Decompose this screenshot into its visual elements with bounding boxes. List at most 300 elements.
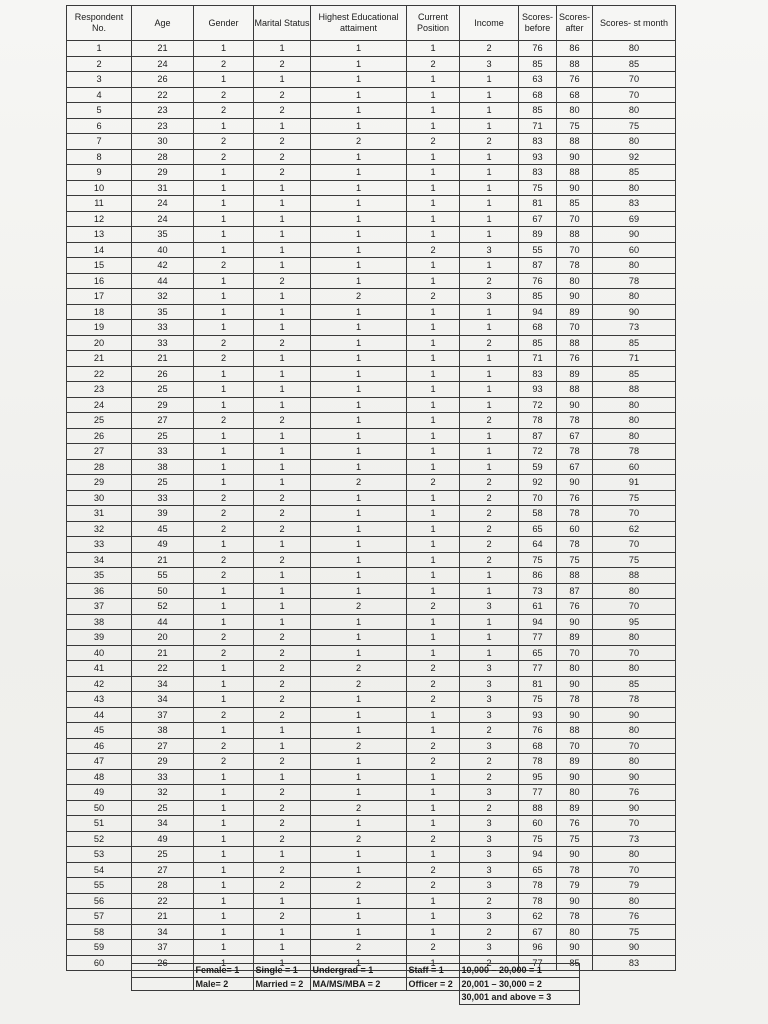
- table-cell: 1: [311, 723, 407, 739]
- table-cell: 52: [132, 599, 194, 615]
- table-cell: 76: [557, 490, 593, 506]
- table-cell: 90: [557, 180, 593, 196]
- table-cell: 81: [519, 676, 557, 692]
- table-cell: 1: [254, 118, 311, 134]
- table-cell: 2: [460, 521, 519, 537]
- table-cell: 80: [593, 723, 676, 739]
- table-cell: 83: [593, 955, 676, 971]
- table-cell: 3: [460, 816, 519, 832]
- table-cell: 76: [519, 723, 557, 739]
- table-cell: 49: [132, 537, 194, 553]
- table-cell: 2: [194, 521, 254, 537]
- table-cell: 2: [194, 335, 254, 351]
- table-cell: 1: [311, 630, 407, 646]
- table-cell: 1: [194, 847, 254, 863]
- table-cell: 67: [557, 459, 593, 475]
- table-cell: 91: [593, 475, 676, 491]
- table-row: [67, 165, 676, 181]
- table-cell: 13: [67, 227, 132, 243]
- table-cell: 11: [67, 196, 132, 212]
- table-cell: 2: [311, 134, 407, 150]
- table-cell: 1: [311, 397, 407, 413]
- table-cell: 70: [557, 211, 593, 227]
- table-cell: 70: [593, 645, 676, 661]
- table-cell: 83: [519, 366, 557, 382]
- table-cell: 2: [311, 475, 407, 491]
- table-row: [67, 893, 676, 909]
- table-cell: 1: [194, 242, 254, 258]
- table-cell: 1: [407, 41, 460, 57]
- table-cell: 1: [407, 769, 460, 785]
- table-cell: 2: [194, 630, 254, 646]
- table-cell: 1: [254, 196, 311, 212]
- table-cell: 23: [132, 118, 194, 134]
- table-row: [67, 862, 676, 878]
- table-cell: 44: [132, 273, 194, 289]
- table-cell: 85: [593, 56, 676, 72]
- table-cell: 2: [254, 103, 311, 119]
- table-cell: 15: [67, 258, 132, 274]
- table-cell: 90: [557, 676, 593, 692]
- table-cell: 83: [519, 165, 557, 181]
- table-cell: 90: [557, 475, 593, 491]
- table-row: [67, 273, 676, 289]
- table-cell: 94: [519, 614, 557, 630]
- table-cell: 1: [407, 521, 460, 537]
- table-cell: 1: [311, 862, 407, 878]
- table-cell: 88: [557, 227, 593, 243]
- table-row: [67, 56, 676, 72]
- table-row: [67, 785, 676, 801]
- table-cell: 1: [194, 599, 254, 615]
- table-cell: 1: [460, 568, 519, 584]
- table-cell: 2: [254, 56, 311, 72]
- table-row: [67, 614, 676, 630]
- table-cell: 1: [311, 165, 407, 181]
- table-cell: 1: [194, 692, 254, 708]
- table-cell: 2: [407, 475, 460, 491]
- header-scores-after: Scores-after: [557, 6, 593, 41]
- table-cell: 80: [593, 180, 676, 196]
- table-row: [67, 568, 676, 584]
- table-cell: 1: [311, 320, 407, 336]
- table-row: [67, 149, 676, 165]
- table-cell: 1: [407, 335, 460, 351]
- table-cell: 60: [593, 242, 676, 258]
- table-cell: 1: [407, 165, 460, 181]
- table-cell: 25: [132, 800, 194, 816]
- table-cell: 2: [194, 645, 254, 661]
- table-cell: 2: [254, 645, 311, 661]
- table-cell: 51: [67, 816, 132, 832]
- table-cell: 72: [519, 444, 557, 460]
- table-cell: 1: [311, 847, 407, 863]
- table-cell: 34: [132, 676, 194, 692]
- table-cell: 80: [557, 273, 593, 289]
- table-cell: 80: [593, 893, 676, 909]
- table-cell: 90: [557, 707, 593, 723]
- table-row: [67, 909, 676, 925]
- table-cell: 42: [67, 676, 132, 692]
- table-cell: 78: [557, 537, 593, 553]
- table-cell: 1: [194, 227, 254, 243]
- table-cell: 1: [254, 847, 311, 863]
- table-cell: 1: [311, 118, 407, 134]
- table-cell: 18: [67, 304, 132, 320]
- table-row: [67, 444, 676, 460]
- table-cell: 1: [407, 924, 460, 940]
- table-cell: 3: [460, 878, 519, 894]
- table-cell: 1: [311, 242, 407, 258]
- table-cell: 2: [194, 413, 254, 429]
- table-cell: 1: [311, 366, 407, 382]
- table-cell: 65: [519, 862, 557, 878]
- table-cell: 96: [519, 940, 557, 956]
- table-cell: 1: [311, 568, 407, 584]
- table-cell: 1: [407, 444, 460, 460]
- table-row: [67, 630, 676, 646]
- table-cell: 3: [460, 785, 519, 801]
- table-cell: 88: [593, 568, 676, 584]
- table-cell: 2: [254, 831, 311, 847]
- table-cell: 1: [311, 754, 407, 770]
- table-cell: 22: [132, 661, 194, 677]
- header-current-position: Current Position: [407, 6, 460, 41]
- table-cell: 88: [557, 568, 593, 584]
- table-cell: 1: [407, 614, 460, 630]
- table-cell: 88: [593, 382, 676, 398]
- table-cell: 26: [132, 955, 194, 971]
- table-cell: 1: [407, 180, 460, 196]
- table-cell: 1: [194, 583, 254, 599]
- table-cell: 1: [194, 320, 254, 336]
- table-cell: 1: [311, 304, 407, 320]
- table-cell: 22: [132, 893, 194, 909]
- table-cell: 2: [194, 552, 254, 568]
- table-cell: 1: [254, 304, 311, 320]
- table-cell: 37: [132, 707, 194, 723]
- table-cell: 2: [254, 521, 311, 537]
- table-cell: 1: [311, 382, 407, 398]
- table-cell: 1: [254, 893, 311, 909]
- respondent-table: [66, 5, 676, 971]
- table-row: [67, 397, 676, 413]
- table-cell: 1: [311, 227, 407, 243]
- header-income: Income: [460, 6, 519, 41]
- table-cell: 1: [254, 537, 311, 553]
- legend-income-low: 10,000 – 20,000 = 1: [459, 964, 579, 978]
- table-cell: 2: [194, 506, 254, 522]
- table-cell: 1: [311, 769, 407, 785]
- table-cell: 1: [407, 366, 460, 382]
- table-cell: 2: [407, 661, 460, 677]
- table-cell: 80: [593, 847, 676, 863]
- table-cell: 1: [460, 382, 519, 398]
- table-cell: 1: [311, 506, 407, 522]
- table-cell: 1: [194, 180, 254, 196]
- table-cell: 68: [519, 738, 557, 754]
- legend-marital-married: Married = 2: [253, 977, 310, 991]
- table-cell: 2: [407, 134, 460, 150]
- table-cell: 1: [194, 940, 254, 956]
- table-cell: 1: [311, 816, 407, 832]
- table-cell: 85: [557, 955, 593, 971]
- table-cell: 22: [132, 87, 194, 103]
- table-row: [67, 428, 676, 444]
- table-cell: 29: [132, 397, 194, 413]
- table-cell: 88: [557, 56, 593, 72]
- table-cell: 90: [557, 893, 593, 909]
- legend-marital-single: Single = 1: [253, 964, 310, 978]
- table-row: [67, 800, 676, 816]
- table-row: [67, 738, 676, 754]
- table-cell: 2: [254, 878, 311, 894]
- table-cell: 85: [593, 165, 676, 181]
- table-cell: 64: [519, 537, 557, 553]
- table-row: [67, 258, 676, 274]
- table-row: [67, 382, 676, 398]
- table-cell: 78: [557, 258, 593, 274]
- table-cell: 2: [460, 769, 519, 785]
- legend-gender-male: Male= 2: [193, 977, 253, 991]
- table-row: [67, 692, 676, 708]
- table-row: [67, 754, 676, 770]
- table-cell: 88: [557, 335, 593, 351]
- table-cell: 76: [557, 599, 593, 615]
- table-cell: 1: [460, 304, 519, 320]
- table-cell: 1: [194, 475, 254, 491]
- table-cell: 75: [557, 118, 593, 134]
- header-scores-before: Scores-before: [519, 6, 557, 41]
- table-cell: 1: [407, 816, 460, 832]
- table-cell: 23: [67, 382, 132, 398]
- table-cell: 2: [254, 630, 311, 646]
- table-cell: 75: [519, 180, 557, 196]
- table-cell: 1: [407, 72, 460, 88]
- table-cell: 1: [254, 583, 311, 599]
- table-cell: 62: [593, 521, 676, 537]
- table-cell: 2: [407, 878, 460, 894]
- table-cell: 89: [519, 227, 557, 243]
- table-cell: 2: [194, 351, 254, 367]
- table-cell: 67: [519, 924, 557, 940]
- table-cell: 27: [132, 738, 194, 754]
- table-cell: 4: [67, 87, 132, 103]
- table-cell: 80: [593, 630, 676, 646]
- table-cell: 2: [194, 490, 254, 506]
- table-cell: 1: [407, 103, 460, 119]
- table-cell: 42: [132, 258, 194, 274]
- table-row: [67, 351, 676, 367]
- table-cell: 27: [132, 413, 194, 429]
- table-cell: 6: [67, 118, 132, 134]
- table-cell: 1: [460, 103, 519, 119]
- table-cell: 35: [132, 304, 194, 320]
- table-cell: 1: [194, 537, 254, 553]
- table-cell: 70: [557, 645, 593, 661]
- table-cell: 2: [311, 661, 407, 677]
- table-cell: 29: [67, 475, 132, 491]
- table-row: [67, 196, 676, 212]
- table-cell: 9: [67, 165, 132, 181]
- table-cell: 90: [557, 289, 593, 305]
- table-cell: 1: [254, 351, 311, 367]
- table-row: [67, 227, 676, 243]
- table-cell: 78: [519, 878, 557, 894]
- table-cell: 2: [254, 165, 311, 181]
- table-cell: 88: [557, 723, 593, 739]
- legend-income-high: 30,001 and above = 3: [459, 991, 579, 1005]
- table-cell: 56: [67, 893, 132, 909]
- table-row: [67, 87, 676, 103]
- table-cell: 1: [311, 459, 407, 475]
- table-cell: 3: [460, 676, 519, 692]
- table-cell: 68: [519, 320, 557, 336]
- table-cell: 2: [194, 754, 254, 770]
- table-cell: 93: [519, 382, 557, 398]
- table-cell: 2: [194, 738, 254, 754]
- table-cell: 60: [67, 955, 132, 971]
- table-cell: 1: [407, 459, 460, 475]
- table-cell: 50: [132, 583, 194, 599]
- table-cell: 2: [254, 552, 311, 568]
- table-cell: 2: [460, 955, 519, 971]
- table-cell: 1: [194, 769, 254, 785]
- table-cell: 29: [132, 165, 194, 181]
- table-cell: 2: [460, 924, 519, 940]
- table-cell: 76: [557, 816, 593, 832]
- table-cell: 2: [407, 738, 460, 754]
- table-cell: 2: [460, 335, 519, 351]
- table-cell: 2: [311, 599, 407, 615]
- legend-education-masters: MA/MS/MBA = 2: [310, 977, 406, 991]
- table-cell: 10: [67, 180, 132, 196]
- table-cell: 70: [557, 320, 593, 336]
- table-cell: 2: [311, 831, 407, 847]
- table-cell: 73: [593, 831, 676, 847]
- table-cell: 90: [593, 707, 676, 723]
- legend-gender-female: Female= 1: [193, 964, 253, 978]
- table-cell: 3: [460, 599, 519, 615]
- table-cell: 1: [460, 645, 519, 661]
- table-cell: 80: [593, 397, 676, 413]
- table-cell: 75: [519, 692, 557, 708]
- table-cell: 1: [460, 583, 519, 599]
- table-cell: 85: [519, 289, 557, 305]
- table-cell: 1: [254, 397, 311, 413]
- legend-row: [66, 964, 579, 978]
- table-cell: 81: [519, 196, 557, 212]
- table-cell: 70: [593, 738, 676, 754]
- table-cell: 1: [194, 459, 254, 475]
- table-cell: 45: [67, 723, 132, 739]
- table-cell: 1: [407, 490, 460, 506]
- table-cell: 1: [311, 428, 407, 444]
- table-cell: 1: [254, 769, 311, 785]
- table-cell: 77: [519, 785, 557, 801]
- table-cell: 1: [407, 351, 460, 367]
- table-cell: 2: [460, 893, 519, 909]
- table-cell: 88: [557, 134, 593, 150]
- table-cell: 1: [460, 180, 519, 196]
- table-cell: 61: [519, 599, 557, 615]
- table-cell: 1: [407, 955, 460, 971]
- table-row: [67, 583, 676, 599]
- table-cell: 79: [557, 878, 593, 894]
- table-cell: 94: [519, 304, 557, 320]
- table-cell: 80: [593, 754, 676, 770]
- table-cell: 2: [460, 506, 519, 522]
- table-cell: 1: [407, 211, 460, 227]
- table-cell: 2: [407, 289, 460, 305]
- table-cell: 63: [519, 72, 557, 88]
- table-cell: 1: [194, 723, 254, 739]
- table-cell: 79: [593, 878, 676, 894]
- table-cell: 75: [557, 552, 593, 568]
- table-cell: 95: [593, 614, 676, 630]
- table-row: [67, 723, 676, 739]
- table-cell: 2: [311, 676, 407, 692]
- table-cell: 1: [311, 583, 407, 599]
- table-cell: 1: [407, 87, 460, 103]
- table-cell: 44: [67, 707, 132, 723]
- table-cell: 28: [132, 149, 194, 165]
- table-cell: 60: [519, 816, 557, 832]
- table-cell: 62: [519, 909, 557, 925]
- table-cell: 2: [407, 56, 460, 72]
- table-cell: 73: [519, 583, 557, 599]
- table-cell: 1: [194, 289, 254, 305]
- table-cell: 71: [519, 118, 557, 134]
- table-cell: 1: [194, 165, 254, 181]
- table-cell: 2: [194, 56, 254, 72]
- table-cell: 3: [460, 692, 519, 708]
- table-cell: 88: [557, 165, 593, 181]
- table-cell: 28: [132, 878, 194, 894]
- table-row: [67, 103, 676, 119]
- table-cell: 78: [557, 862, 593, 878]
- legend-table: [66, 963, 580, 1005]
- table-cell: 1: [460, 397, 519, 413]
- table-cell: 2: [460, 754, 519, 770]
- table-cell: 39: [67, 630, 132, 646]
- table-cell: 47: [67, 754, 132, 770]
- table-cell: 1: [311, 692, 407, 708]
- table-cell: 1: [254, 475, 311, 491]
- table-cell: 23: [132, 103, 194, 119]
- table-cell: 2: [194, 149, 254, 165]
- legend-position-staff: Staff = 1: [406, 964, 459, 978]
- table-cell: 67: [557, 428, 593, 444]
- table-cell: 78: [557, 909, 593, 925]
- table-cell: 1: [460, 459, 519, 475]
- table-cell: 76: [519, 41, 557, 57]
- table-cell: 85: [519, 56, 557, 72]
- header-row: [67, 6, 676, 41]
- table-cell: 1: [407, 645, 460, 661]
- table-cell: 1: [407, 304, 460, 320]
- table-cell: 88: [557, 382, 593, 398]
- table-cell: 86: [557, 41, 593, 57]
- table-cell: 1: [194, 924, 254, 940]
- table-cell: 2: [254, 413, 311, 429]
- table-cell: 1: [194, 304, 254, 320]
- table-cell: 57: [67, 909, 132, 925]
- table-cell: 46: [67, 738, 132, 754]
- table-cell: 34: [132, 816, 194, 832]
- table-cell: 25: [132, 382, 194, 398]
- table-cell: 5: [67, 103, 132, 119]
